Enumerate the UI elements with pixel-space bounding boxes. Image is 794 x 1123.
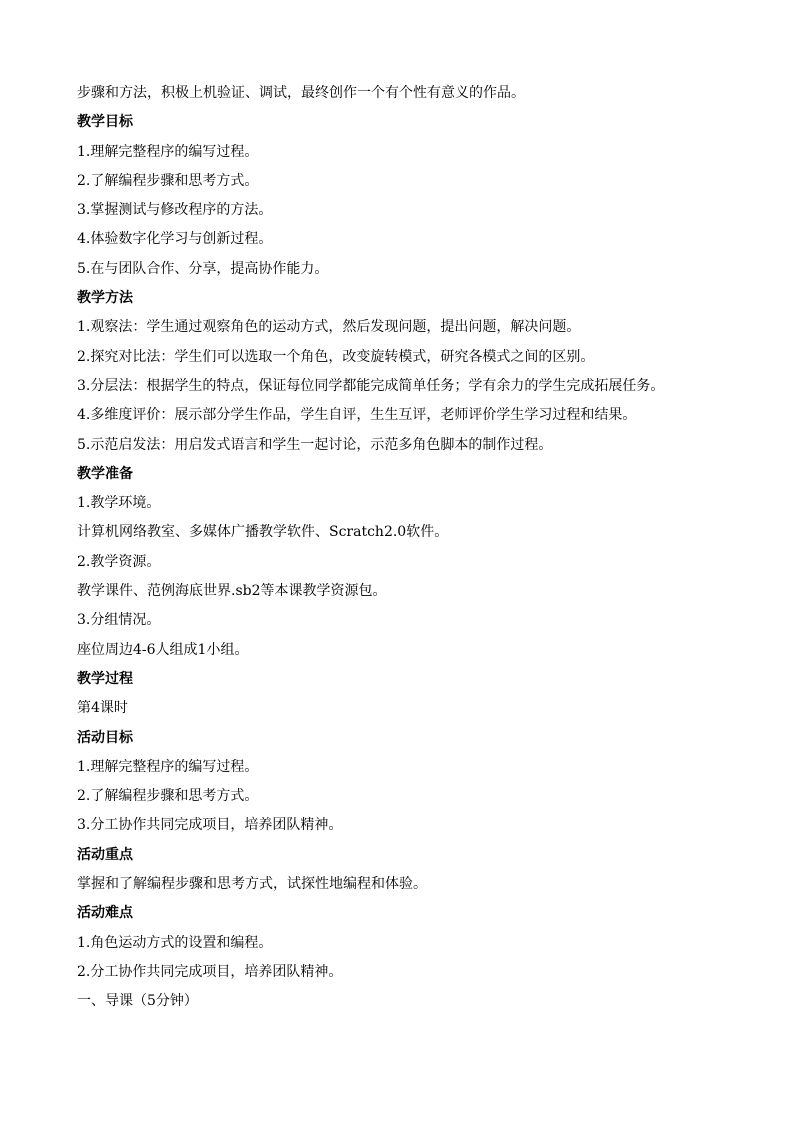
paragraph-line: 4.体验数字化学习与创新过程。 [77, 231, 273, 248]
paragraph-line: 1.教学环境。 [77, 495, 161, 512]
section-heading: 活动重点 [77, 846, 133, 863]
paragraph-line: 3.分组情况。 [77, 612, 161, 629]
paragraph-line: 第4课时 [77, 700, 128, 717]
section-heading: 教学过程 [77, 670, 133, 687]
paragraph-line: 2.教学资源。 [77, 553, 161, 570]
paragraph-line: 教学课件、范例海底世界.sb2等本课教学资源包。 [77, 583, 387, 600]
section-heading: 活动难点 [77, 905, 133, 922]
paragraph-line: 2.了解编程步骤和思考方式。 [77, 788, 259, 805]
paragraph-line: 1.理解完整程序的编写过程。 [77, 143, 259, 160]
paragraph-line: 3.掌握测试与修改程序的方法。 [77, 202, 273, 219]
paragraph-line: 一、导课（5分钟） [77, 993, 198, 1010]
paragraph-line: 1.观察法：学生通过观察角色的运动方式，然后发现问题，提出问题，解决问题。 [77, 319, 581, 336]
paragraph-line: 1.角色运动方式的设置和编程。 [77, 934, 273, 951]
paragraph-line: 5.示范启发法：用启发式语言和学生一起讨论，示范多角色脚本的制作过程。 [77, 436, 553, 453]
section-heading: 活动目标 [77, 729, 133, 746]
section-heading: 教学方法 [77, 290, 133, 307]
paragraph-line: 座位周边4-6人组成1小组。 [77, 641, 249, 658]
document-page [77, 79, 727, 1017]
paragraph-line: 5.在与团队合作、分享，提高协作能力。 [77, 260, 329, 277]
paragraph-line: 4.多维度评价：展示部分学生作品，学生自评，生生互评，老师评价学生学习过程和结果。 [77, 407, 637, 424]
paragraph-line: 1.理解完整程序的编写过程。 [77, 758, 259, 775]
paragraph-line: 2.探究对比法：学生们可以选取一个角色，改变旋转模式，研究各模式之间的区别。 [77, 348, 595, 365]
paragraph-line: 计算机网络教室、多媒体广播教学软件、Scratch2.0软件。 [77, 524, 449, 541]
paragraph-line: 掌握和了解编程步骤和思考方式，试探性地编程和体验。 [77, 876, 427, 893]
paragraph-line: 2.了解编程步骤和思考方式。 [77, 172, 259, 189]
paragraph-line: 步骤和方法，积极上机验证、调试，最终创作一个有个性有意义的作品。 [77, 85, 525, 101]
section-heading: 教学准备 [77, 465, 133, 482]
paragraph-line: 3.分层法：根据学生的特点，保证每位同学都能完成简单任务；学有余力的学生完成拓展任务。 [77, 377, 665, 394]
paragraph-line: 3.分工协作共同完成项目，培养团队精神。 [77, 817, 343, 834]
section-heading: 教学目标 [77, 114, 133, 131]
paragraph-line: 2.分工协作共同完成项目，培养团队精神。 [77, 963, 343, 980]
